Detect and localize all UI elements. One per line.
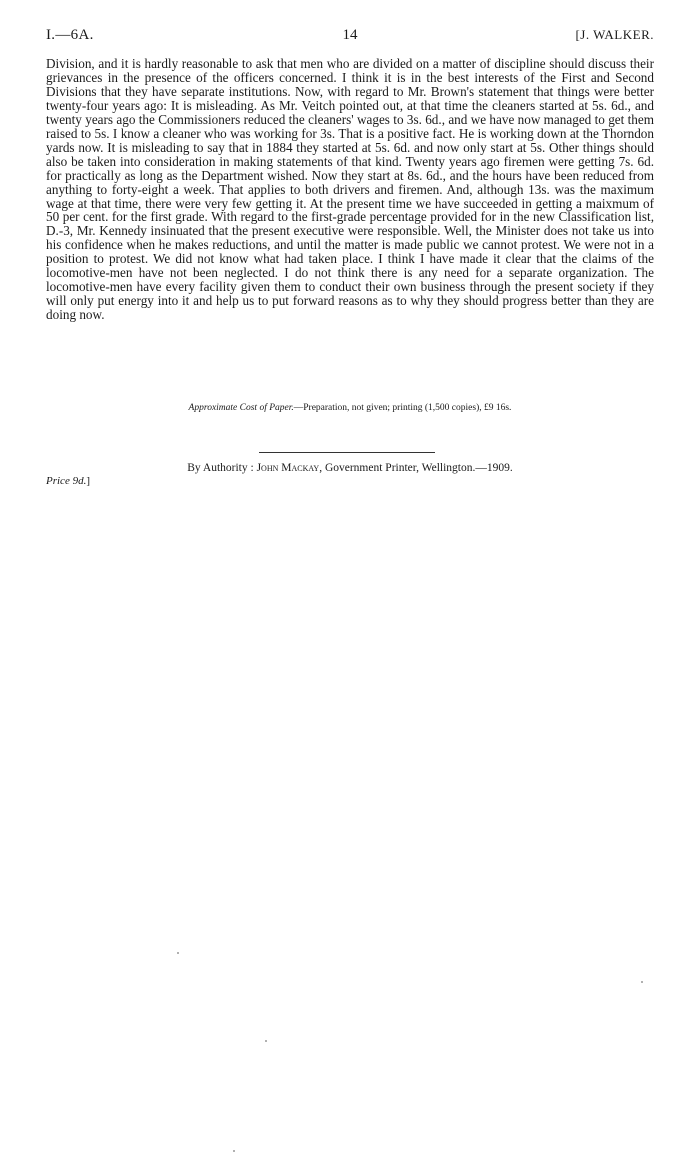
horizontal-rule xyxy=(259,452,435,453)
body-paragraph: Division, and it is hardly reasonable to ask that men who are divided on a matter of discipline should discuss their grievances in the presence of the officers concerned. I think it is in the best interests of the First and Second Divisions that they have separate institutions. Now, with regard to Mr. Brown's statement that things were better twenty-four years ago: It is misleading. As Mr. Veitch pointed out, at that time the cleaners started at 5s. 6d., and twenty years ago the Commissioners reduced the cleaners' wages to 3s. 6d., and we have now managed to get them raised to 5s. I know a cleaner who was working for 3s. That is a positive fact. He is working down at the Thorndon yards now. It is misleading to say that in 1884 they started at 5s. 6d. and now only start at 5s. Other things should also be taken into consideration in making statements of that kind. Twenty years ago firemen were getting 7s. 6d. for practically as long as the Department wished. Now they start at 8s. 6d., and the hours have been reduced from anything to forty-eight a week. That applies to both drivers and firemen. And, although 13s. was the maximum wage at that time, there were very few getting it. At the present time we have succeeded in getting a maixmum of 50 per cent. for the first grade. With regard to the first-grade percentage provided for in the new Classification list, D.-3, Mr. Kennedy insinuated that the present executive were responsible. Well, the Minister does not take us into his confidence when he makes reductions, and until the matter is made public we cannot protest. We were not in a position to protest. We did not know what had taken place. I think I have made it clear that the claims of the locomotive-men have not been neglected. I do not think there is any need for a separate organization. The locomotive-men have every facility given them to conduct their own business through the present society if they will only put energy into it and help us to put forward reasons as to why they should progress better than they are doing now. xyxy=(46,56,654,323)
scan-speck xyxy=(233,1150,235,1152)
price-bracket: ] xyxy=(86,475,90,487)
price-note xyxy=(46,475,90,487)
cost-note-text: —Preparation, not given; printing (1,500 copies), £9 16s. xyxy=(293,403,512,413)
page-number: 14 xyxy=(342,27,358,43)
speaker-name: [J. WALKER. xyxy=(575,27,654,42)
cost-note-label: Approximate Cost of Paper. xyxy=(188,403,294,413)
scan-speck xyxy=(641,981,643,983)
page-header xyxy=(46,27,654,47)
imprint-prefix: By Authority : xyxy=(187,462,257,474)
cost-note xyxy=(46,403,654,413)
printer-name: John Mackay xyxy=(256,462,320,474)
price-label: Price 9d. xyxy=(46,475,87,487)
paper-reference: I.—6A. xyxy=(46,27,94,43)
scan-speck xyxy=(265,1040,267,1042)
scan-speck xyxy=(177,952,179,954)
imprint-suffix: , Government Printer, Wellington.—1909. xyxy=(319,462,513,474)
printer-imprint xyxy=(46,462,654,474)
